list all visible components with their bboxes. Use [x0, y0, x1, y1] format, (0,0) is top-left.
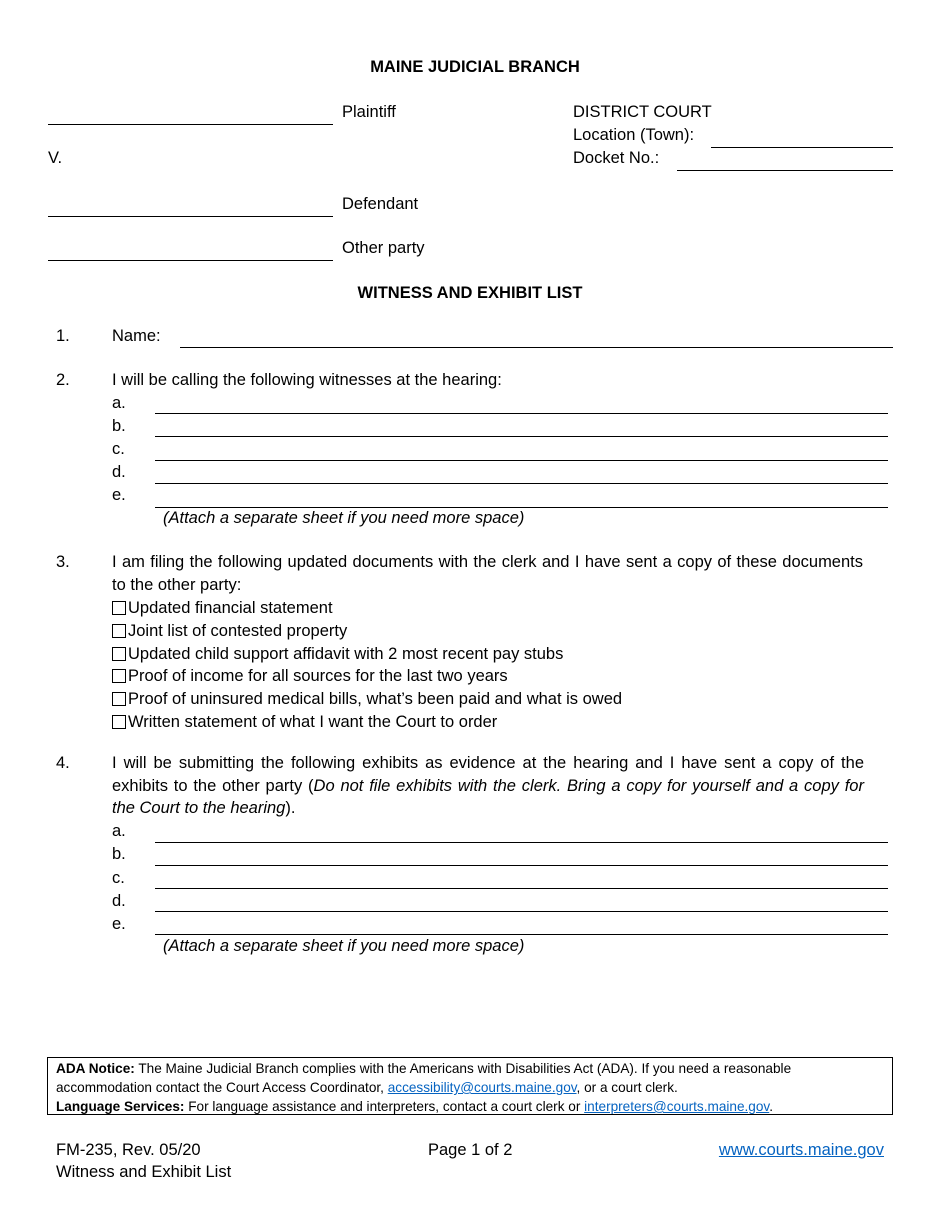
witness-letter: c.	[112, 440, 125, 458]
name-line[interactable]	[180, 347, 893, 348]
witness-line-b[interactable]	[155, 436, 888, 437]
exhibit-line-b[interactable]	[155, 865, 888, 866]
checkbox-contested-property[interactable]	[112, 620, 347, 642]
checkbox-box[interactable]	[112, 601, 126, 615]
form-name: Witness and Exhibit List	[56, 1163, 232, 1181]
exhibit-letter: e.	[112, 915, 126, 933]
checkbox-label: Proof of uninsured medical bills, what’s been paid and what is owed	[128, 689, 623, 708]
checkbox-box[interactable]	[112, 715, 126, 729]
defendant-label: Defendant	[342, 195, 419, 213]
defendant-line[interactable]	[48, 216, 333, 217]
ada-notice-box	[47, 1057, 893, 1115]
plaintiff-label: Plaintiff	[342, 103, 396, 121]
ada-notice-label: ADA Notice:	[56, 1061, 135, 1076]
checkbox-label: Joint list of contested property	[128, 621, 348, 640]
checkbox-box[interactable]	[112, 669, 126, 683]
checkbox-label: Written statement of what I want the Court to order	[128, 712, 498, 731]
witness-line-a[interactable]	[155, 413, 888, 414]
form-id: FM-235, Rev. 05/20	[56, 1141, 201, 1159]
witness-letter: e.	[112, 486, 126, 504]
docket-label: Docket No.:	[573, 149, 660, 167]
language-services-end: .	[769, 1099, 773, 1114]
website-link[interactable]: www.courts.maine.gov	[718, 1141, 884, 1159]
accessibility-email-link[interactable]: accessibility@courts.maine.gov	[387, 1080, 577, 1095]
checkbox-child-support-affidavit[interactable]	[112, 643, 563, 665]
witness-letter: b.	[112, 417, 126, 435]
witness-line-c[interactable]	[155, 460, 888, 461]
exhibits-text-start: I will be submitting the following exhibits as evidence at the hearing and I have sent a copy of the exhibits to the other party (	[112, 754, 864, 795]
page-number: Page 1 of 2	[428, 1141, 513, 1159]
witnesses-text: I will be calling the following witnesses at the hearing:	[112, 371, 502, 389]
exhibit-line-d[interactable]	[155, 911, 888, 912]
language-services-text: For language assistance and interpreters, contact a court clerk or	[184, 1099, 585, 1114]
form-title: WITNESS AND EXHIBIT LIST	[357, 284, 583, 302]
documents-text: I am filing the following updated documents with the clerk and I have sent a copy of these documents to the other party:	[112, 553, 863, 594]
exhibit-letter: d.	[112, 892, 126, 910]
plaintiff-line[interactable]	[48, 124, 333, 125]
witness-note: (Attach a separate sheet if you need more space)	[163, 509, 525, 527]
checkbox-label: Proof of income for all sources for the last two years	[128, 666, 508, 685]
ada-notice	[56, 1059, 884, 1097]
item1-number: 1.	[56, 327, 70, 345]
exhibits-text-italic: Do not file exhibits with the clerk. Bring a copy for yourself and a copy for the Court to the hearing	[112, 776, 864, 817]
language-services-label: Language Services:	[56, 1099, 185, 1114]
ada-notice-text: The Maine Judicial Branch complies with the Americans with Disabilities Act (ADA). If you need a reasonable accommodation contact the Court Access Coordinator,	[56, 1061, 792, 1095]
language-services	[56, 1097, 884, 1116]
other-party-label: Other party	[342, 239, 425, 257]
checkbox-financial-statement[interactable]	[112, 597, 333, 619]
checkbox-box[interactable]	[112, 624, 126, 638]
interpreters-email-link[interactable]: interpreters@courts.maine.gov	[584, 1099, 770, 1114]
exhibit-line-c[interactable]	[155, 888, 888, 889]
versus-label: V.	[48, 149, 63, 167]
name-label: Name:	[112, 327, 161, 345]
court-name: DISTRICT COURT	[573, 103, 712, 121]
other-party-line[interactable]	[48, 260, 333, 261]
docket-line[interactable]	[677, 170, 893, 171]
location-line[interactable]	[711, 147, 893, 148]
exhibit-letter: c.	[112, 869, 125, 887]
branch-title: MAINE JUDICIAL BRANCH	[370, 58, 580, 76]
checkbox-written-statement[interactable]	[112, 711, 497, 733]
checkbox-proof-of-income[interactable]	[112, 665, 508, 687]
item2-number: 2.	[56, 371, 70, 389]
exhibit-note: (Attach a separate sheet if you need more space)	[163, 937, 525, 955]
exhibit-letter: b.	[112, 845, 126, 863]
witness-line-d[interactable]	[155, 483, 888, 484]
checkbox-medical-bills[interactable]	[112, 688, 622, 710]
witness-letter: a.	[112, 394, 126, 412]
checkbox-label: Updated child support affidavit with 2 most recent pay stubs	[128, 644, 564, 663]
item4-number: 4.	[56, 754, 70, 772]
exhibits-text	[112, 752, 864, 820]
witness-letter: d.	[112, 463, 126, 481]
checkbox-label: Updated financial statement	[128, 598, 333, 617]
checkbox-box[interactable]	[112, 692, 126, 706]
exhibits-text-end: ).	[285, 799, 296, 817]
item3-number: 3.	[56, 553, 70, 571]
exhibit-letter: a.	[112, 822, 126, 840]
location-label: Location (Town):	[573, 126, 695, 144]
ada-notice-end: , or a court clerk.	[576, 1080, 678, 1095]
exhibit-line-a[interactable]	[155, 842, 888, 843]
checkbox-box[interactable]	[112, 647, 126, 661]
